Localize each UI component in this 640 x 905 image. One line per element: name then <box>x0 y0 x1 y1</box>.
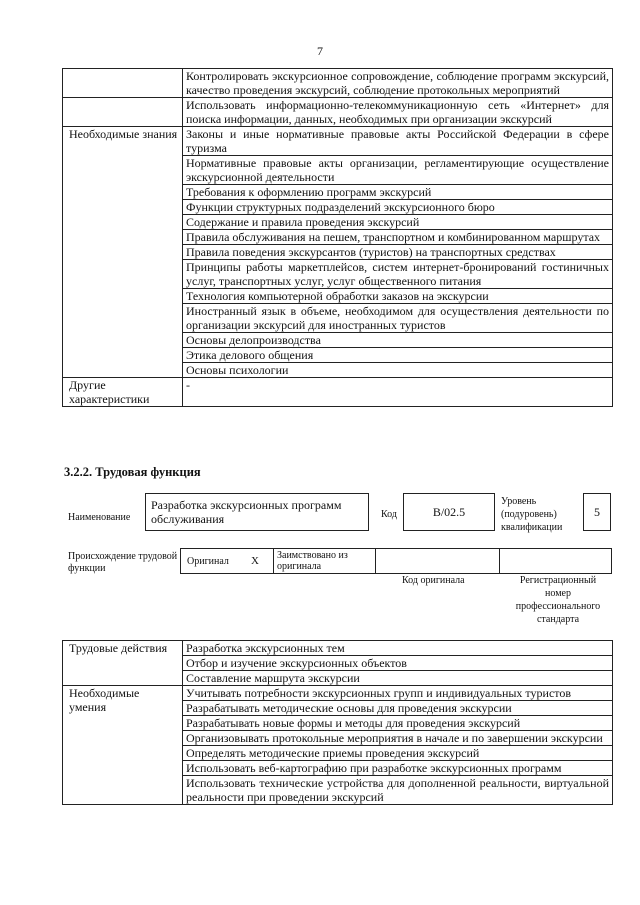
table-row <box>63 98 613 127</box>
knowledge-item: Основы психологии <box>183 363 613 378</box>
table-row <box>63 378 613 407</box>
knowledge-item: Этика делового общения <box>183 348 613 363</box>
table-cell: Контролировать экскурсионное сопровождение, соблюдение программ экскурсий, качество проведения экскурсий, соблюдение протокольных мероприятий <box>183 69 613 98</box>
other-value: - <box>183 378 613 407</box>
code-label: Код <box>381 509 397 520</box>
table-row <box>63 641 613 656</box>
skill-item: Определять методические приемы проведения экскурсий <box>183 746 613 761</box>
level-box <box>583 493 611 531</box>
table-row <box>63 686 613 701</box>
knowledge-item: Правила обслуживания на пешем, транспортном и комбинированном маршрутах <box>183 230 613 245</box>
divider <box>499 549 500 573</box>
skill-item: Разрабатывать методические основы для проведения экскурсии <box>183 701 613 716</box>
table-cell-empty <box>63 98 183 127</box>
skill-item: Разрабатывать новые формы и методы для проведения экскурсий <box>183 716 613 731</box>
knowledge-item: Законы и иные нормативные правовые акты Российской Федерации в сфере туризма <box>183 127 613 156</box>
knowledge-item: Требования к оформлению программ экскурсий <box>183 185 613 200</box>
original-checkmark: X <box>251 555 259 567</box>
skill-item: Учитывать потребности экскурсионных групп и индивидуальных туристов <box>183 686 613 701</box>
action-item: Разработка экскурсионных тем <box>183 641 613 656</box>
knowledge-item: Нормативные правовые акты организации, регламентирующие осуществление экскурсионной деятельности <box>183 156 613 185</box>
borrowed-label: Заимствовано из оригинала <box>277 550 348 572</box>
knowledge-item: Иностранный язык в объеме, необходимом для осуществления деятельности по организации экскурсий для иностранных туристов <box>183 304 613 333</box>
actions-skills-table <box>62 640 613 805</box>
level-value: 5 <box>594 505 600 519</box>
original-label: Оригинал <box>187 556 229 567</box>
name-label: Наименование <box>68 512 131 523</box>
origin-label: Происхождение трудовой функции <box>68 551 178 574</box>
knowledge-label: Необходимые знания <box>63 127 183 378</box>
action-item: Отбор и изучение экскурсионных объектов <box>183 656 613 671</box>
table-cell-empty <box>63 69 183 98</box>
knowledge-item: Основы делопроизводства <box>183 333 613 348</box>
knowledge-item: Правила поведения экскурсантов (туристов) на транспортных средствах <box>183 245 613 260</box>
knowledge-item: Принципы работы маркетплейсов, систем интернет-бронирований гостиничных услуг, транспортных услуг, услуг общественного питания <box>183 260 613 289</box>
origin-box <box>180 548 612 574</box>
knowledge-table <box>62 68 613 407</box>
knowledge-item: Содержание и правила проведения экскурсий <box>183 215 613 230</box>
code-box <box>403 493 495 531</box>
knowledge-item: Технология компьютерной обработки заказов на экскурсии <box>183 289 613 304</box>
code-value: В/02.5 <box>432 505 466 519</box>
page-number: 7 <box>317 44 323 58</box>
skill-item: Использовать технические устройства для дополненной реальности, виртуальной реальности при проведении экскурсий <box>183 776 613 805</box>
name-value: Разработка экскурсионных программ обслуживания <box>151 498 342 526</box>
divider <box>273 549 274 573</box>
knowledge-item: Функции структурных подразделений экскурсионного бюро <box>183 200 613 215</box>
skill-item: Использовать веб-картографию при разработке экскурсионных программ <box>183 761 613 776</box>
code-original-label: Код оригинала <box>402 575 465 586</box>
skill-item: Организовывать протокольные мероприятия в начале и по завершении экскурсии <box>183 731 613 746</box>
section-title: 3.2.2. Трудовая функция <box>64 465 201 479</box>
actions-label: Трудовые действия <box>63 641 183 686</box>
divider <box>375 549 376 573</box>
level-label: Уровень (подуровень) квалификации <box>501 496 563 533</box>
skills-label: Необходимые умения <box>63 686 183 805</box>
table-row <box>63 127 613 156</box>
name-box <box>145 493 369 531</box>
table-row <box>63 69 613 98</box>
table-cell: Использовать информационно-телекоммуникационную сеть «Интернет» для поиска информации, данных, необходимых при организации экскурсий <box>183 98 613 127</box>
other-label: Другие характеристики <box>63 378 183 407</box>
reg-number-label: Регистрационный номер профессионального стандарта <box>515 575 601 625</box>
action-item: Составление маршрута экскурсии <box>183 671 613 686</box>
